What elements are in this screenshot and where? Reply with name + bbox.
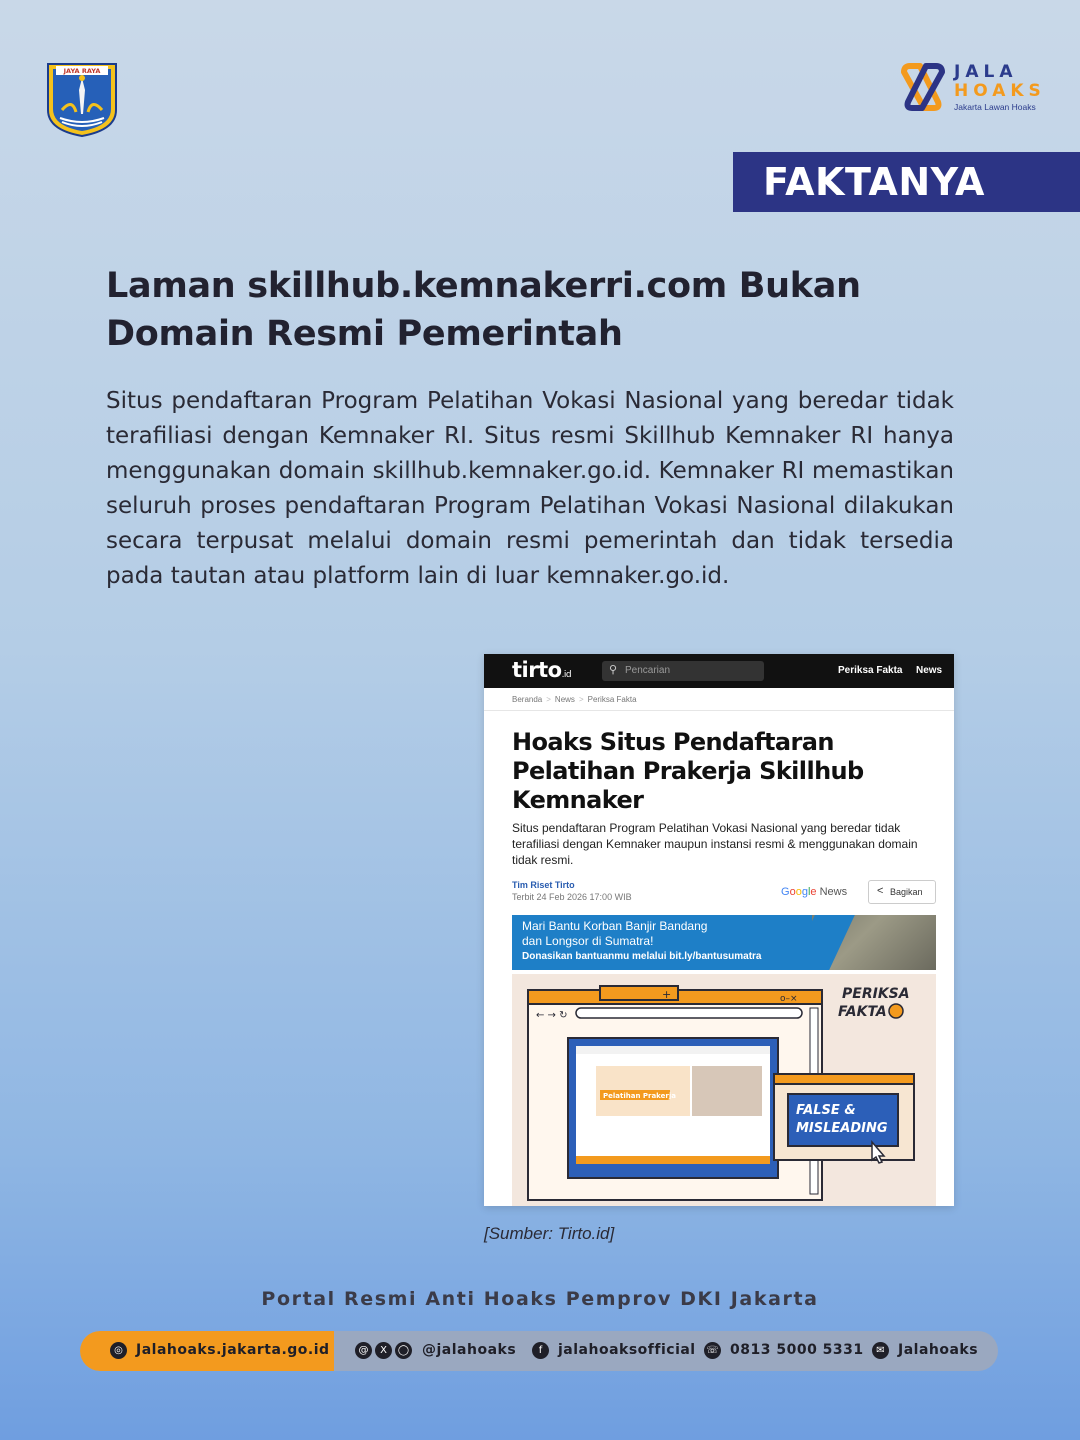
footer-facebook[interactable]: jalahoaksofficial: [558, 1342, 696, 1358]
hoaks-wordmark: HOAKS: [954, 81, 1046, 101]
footer-social-handle[interactable]: @jalahoaks: [422, 1342, 517, 1358]
donation-banner: Mari Bantu Korban Banjir Bandang dan Longsor di Sumatra! Donasikan bantuanmu melalui bit.ly/bantusumatra: [512, 915, 936, 970]
site-search-input: ⚲ Pencarian: [602, 661, 764, 681]
badge-label: FAKTANYA: [763, 160, 985, 204]
chat-icon: ✉: [872, 1342, 889, 1359]
article-subtitle: Situs pendaftaran Program Pelatihan Vokasi Nasional yang beredar tidak terafiliasi dengan Kemnaker maupun instansi resmi & menggunakan domain tidak resmi.: [512, 821, 918, 867]
instagram-icon: ◯: [395, 1342, 412, 1359]
portal-tagline: Portal Resmi Anti Hoaks Pemprov DKI Jakarta: [261, 1288, 819, 1310]
footer-chat[interactable]: Jalahoaks: [898, 1342, 979, 1358]
tirto-logo: tirto.id: [512, 658, 572, 682]
site-topbar: [484, 654, 954, 688]
svg-text:FALSE &: FALSE &: [796, 1103, 856, 1118]
fact-body: Situs pendaftaran Program Pelatihan Vokasi Nasional yang beredar tidak terafiliasi dengan Kemnaker RI. Situs resmi Skillhub Kemnaker RI hanya menggunakan domain skillhub.kemnaker.go.id. Kemnaker RI memastikan seluruh proses pendaftaran Program Pelatihan Vokasi Nasional dilakukan secara terpusat melalui domain resmi pemerintah dan tidak tersedia pada tautan atau platform lain di luar kemnaker.go.id.: [106, 388, 954, 589]
breadcrumb: Beranda > News > Periksa Fakta: [512, 695, 637, 704]
nav-periksa-fakta: Periksa Fakta: [838, 665, 903, 676]
search-icon: ⚲: [609, 664, 618, 676]
whatsapp-icon: ☏: [704, 1342, 721, 1359]
svg-text:MISLEADING: MISLEADING: [796, 1121, 888, 1136]
dki-jakarta-emblem: [46, 62, 118, 138]
nav-news: News: [916, 665, 943, 676]
svg-text:← → ↻: ← → ↻: [536, 1010, 568, 1021]
svg-text:JAYA RAYA: JAYA RAYA: [63, 67, 101, 75]
source-screenshot: [484, 654, 954, 1206]
footer-whatsapp[interactable]: 0813 5000 5331: [730, 1342, 864, 1358]
article-author: Tim Riset Tirto: [512, 880, 575, 890]
jala-wordmark: JALA: [954, 62, 1018, 82]
jalahoaks-mark-icon: [898, 62, 948, 112]
threads-icon: @: [355, 1342, 372, 1359]
page-title: Laman skillhub.kemnakerri.com Bukan Domain Resmi Pemerintah: [106, 266, 861, 354]
fact-check-illustration: [512, 974, 936, 1206]
jalahoaks-logo: [898, 60, 1048, 116]
footer-website[interactable]: Jalahoaks.jakarta.go.id: [136, 1342, 330, 1358]
globe-icon: ◎: [110, 1342, 127, 1359]
svg-text:PERIKSA: PERIKSA: [842, 986, 910, 1002]
article-date: Terbit 24 Feb 2026 17:00 WIB: [512, 892, 632, 902]
source-caption: [Sumber: Tirto.id]: [484, 1224, 615, 1243]
footer-contact-bar: [80, 1331, 998, 1371]
faktanya-badge: [733, 152, 1080, 212]
svg-text:FAKTA: FAKTA: [838, 1004, 887, 1020]
facebook-icon: f: [532, 1342, 549, 1359]
share-icon: <: [877, 885, 884, 897]
google-news-badge: Google News: [781, 886, 848, 898]
jala-tagline: Jakarta Lawan Hoaks: [954, 102, 1036, 112]
article-headline: Hoaks Situs Pendaftaran Pelatihan Prakerja Skillhub Kemnaker: [512, 728, 864, 814]
share-button: < Bagikan: [868, 880, 936, 904]
svg-text:+: +: [662, 988, 672, 1001]
svg-text:Pelatihan Prakerja: Pelatihan Prakerja: [603, 1092, 676, 1100]
svg-text:o–×: o–×: [780, 994, 798, 1004]
x-icon: X: [375, 1342, 392, 1359]
